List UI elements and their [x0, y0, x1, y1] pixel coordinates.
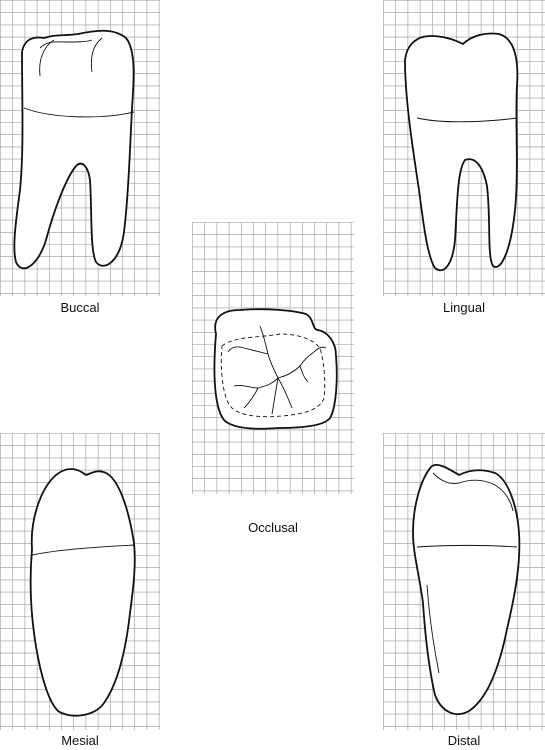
- lingual-view: [383, 0, 545, 315]
- buccal-view: [0, 0, 160, 315]
- distal-tooth-outline: [413, 465, 519, 714]
- mesial-label: Mesial: [61, 733, 99, 748]
- distal-grid: [383, 433, 545, 730]
- occlusal-view: [192, 222, 354, 535]
- mesial-view: [0, 433, 160, 748]
- buccal-label: Buccal: [60, 300, 100, 315]
- lingual-tooth-outline: [405, 33, 517, 270]
- mesial-grid: [0, 433, 160, 730]
- mesial-tooth-outline: [31, 469, 135, 716]
- occlusal-tooth-outline: [214, 309, 336, 429]
- lingual-label: Lingual: [443, 300, 485, 315]
- distal-view: [383, 433, 545, 748]
- occlusal-label: Occlusal: [248, 520, 298, 535]
- occlusal-grid: [192, 222, 354, 494]
- lingual-grid: [383, 0, 545, 296]
- distal-label: Distal: [447, 733, 481, 748]
- buccal-grid: [0, 0, 160, 296]
